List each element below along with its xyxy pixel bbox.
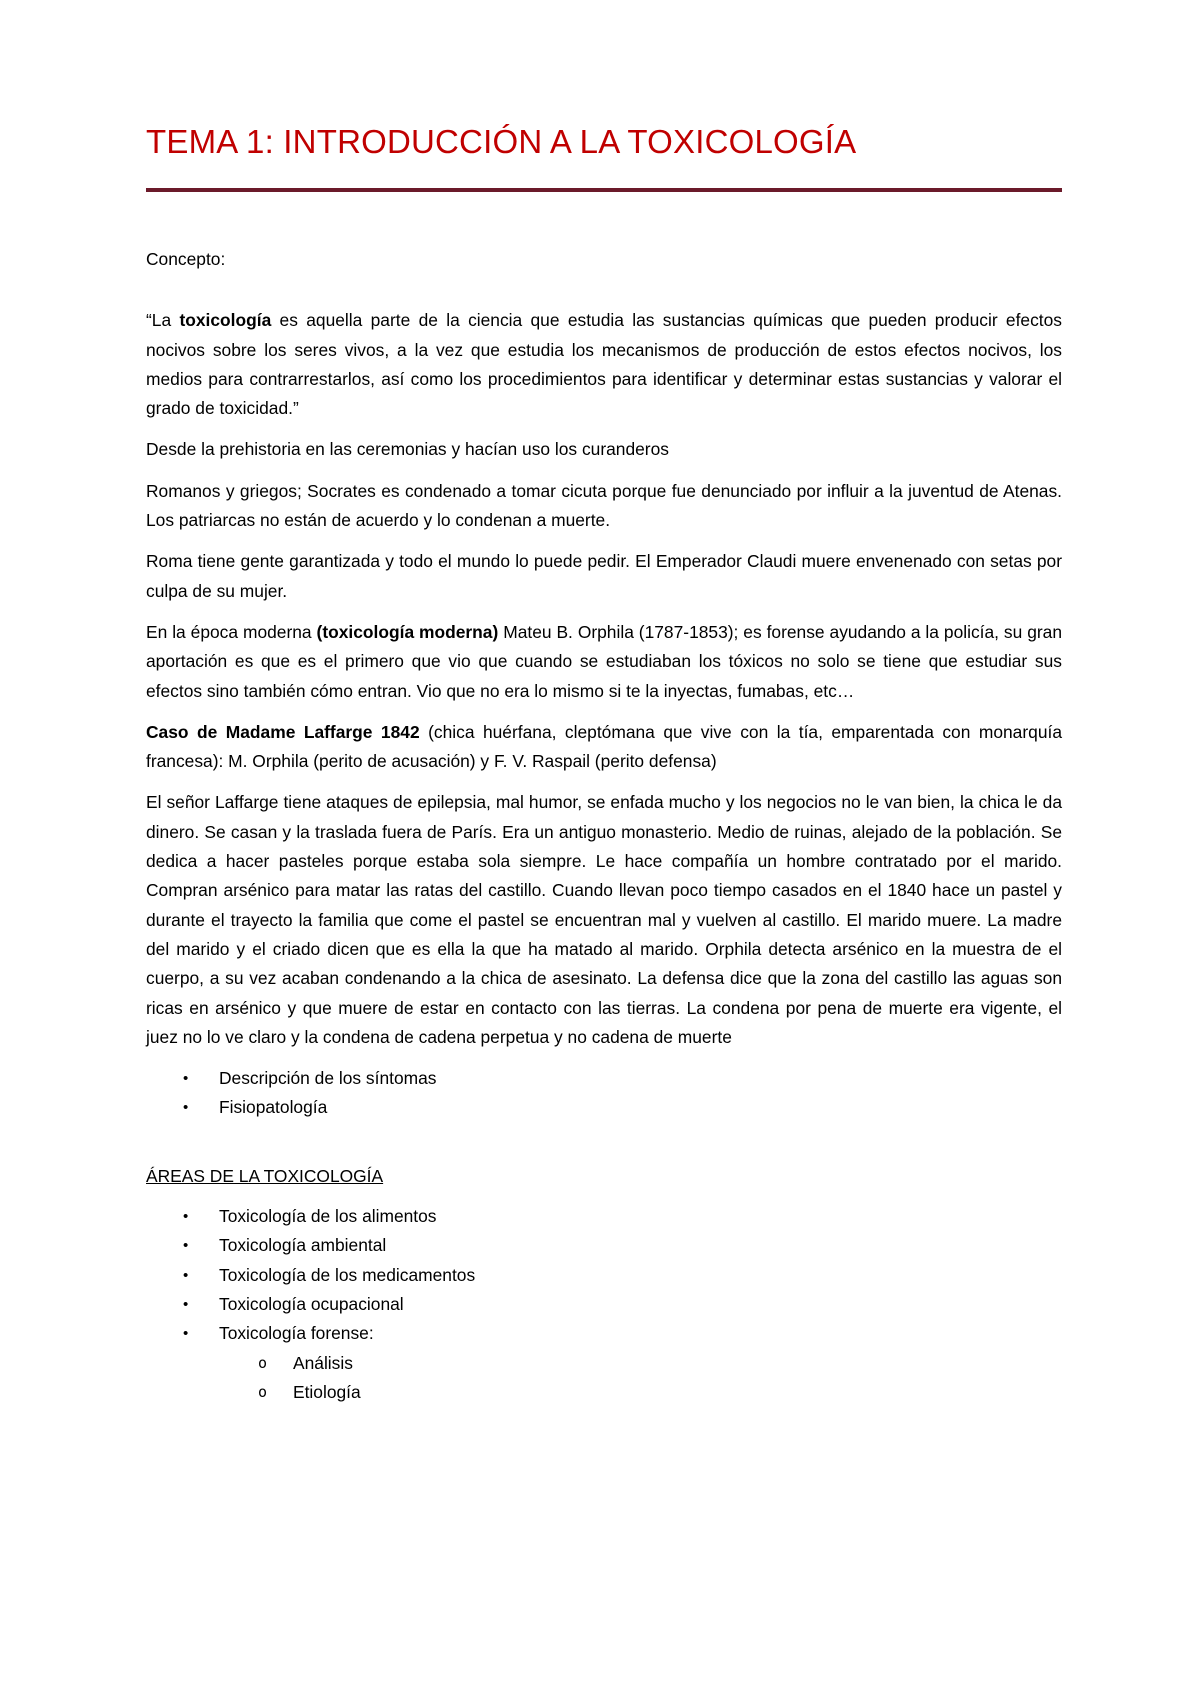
concepto-label: Concepto:	[146, 249, 226, 269]
sublist-item	[146, 1378, 1062, 1407]
list-item	[146, 1319, 1062, 1348]
list-item-label: Toxicología de los alimentos	[219, 1206, 437, 1227]
caso-post: (chica huérfana, cleptómana que vive con la tía, emparentada con monarquía francesa): M. Orphila (perito de acusación) y F. V. Raspail (perito defensa)	[146, 721, 1062, 772]
list-item-label: Fisiopatología	[219, 1097, 328, 1118]
bullet-icon: •	[183, 1325, 189, 1343]
bullet-icon: •	[183, 1208, 189, 1226]
quote-bold-term: toxicología	[179, 310, 272, 331]
bullet-icon: •	[183, 1266, 189, 1284]
paragraph-moderna	[146, 618, 1062, 706]
moderna-bold: (toxicología moderna)	[316, 621, 499, 642]
sublist-item-label: Análisis	[293, 1352, 353, 1373]
document-content	[146, 122, 1062, 1407]
bullet-icon: •	[183, 1295, 189, 1313]
circle-bullet-icon: o	[258, 1382, 268, 1401]
quote-pre: “La	[146, 310, 180, 331]
areas-list	[146, 1202, 1062, 1348]
moderna-pre: En la época moderna	[146, 621, 317, 642]
caso-bold: Caso de Madame Laffarge 1842	[146, 721, 420, 742]
areas-heading: ÁREAS DE LA TOXICOLOGÍA	[146, 1165, 384, 1186]
list-item-label: Toxicología de los medicamentos	[219, 1264, 476, 1285]
sublist-item	[146, 1349, 1062, 1378]
list-item	[146, 1231, 1062, 1260]
list-item	[146, 1202, 1062, 1231]
list-item	[146, 1093, 1062, 1122]
moderna-post: Mateu B. Orphila (1787-1853); es forense ayudando a la policía, su gran aportación es que es el primero que vio que cuando se estudiaban los tóxicos no solo se tiene que estudiar sus efectos sino también cómo entran. Vio que no era lo mismo si te la inyectas, fumabas, etc…	[146, 621, 1063, 701]
bullet-icon: •	[183, 1070, 189, 1088]
bullet-icon: •	[183, 1237, 189, 1255]
paragraph-caso	[146, 718, 1062, 777]
paragraph-prehistoria: Desde la prehistoria en las ceremonias y hacían uso los curanderos	[146, 439, 669, 460]
list-item-label: Toxicología forense:	[219, 1323, 374, 1344]
list-item-label: Toxicología ambiental	[219, 1235, 387, 1256]
paragraph-romanos: Romanos y griegos; Socrates es condenado a tomar cicuta porque fue denunciado por influir a la juventud de Atenas. Los patriarcas no están de acuerdo y lo condenan a muerte.	[146, 480, 1062, 531]
page-title: TEMA 1: INTRODUCCIÓN A LA TOXICOLOGÍA	[146, 123, 857, 160]
definition-quote	[146, 306, 1062, 423]
title-divider	[146, 188, 1062, 192]
list-item	[146, 1261, 1062, 1290]
sublist-item-label: Etiología	[293, 1381, 361, 1402]
list-item	[146, 1064, 1062, 1093]
quote-post: es aquella parte de la ciencia que estudia las sustancias químicas que pueden producir efectos nocivos sobre los seres vivos, a la vez que estudia los mecanismos de producción de estos efectos nocivos, los medios para contrarrestarlos, así como los procedimientos para identificar y determinar estas sustancias y valorar el grado de toxicidad.”	[146, 310, 1062, 419]
symptoms-list	[146, 1064, 1062, 1123]
paragraph-roma: Roma tiene gente garantizada y todo el mundo lo puede pedir. El Emperador Claudi muere envenenado con setas por culpa de su mujer.	[146, 551, 1062, 601]
circle-bullet-icon: o	[258, 1353, 268, 1372]
paragraph-laffarge: El señor Laffarge tiene ataques de epilepsia, mal humor, se enfada mucho y los negocios no le van bien, la chica le da dinero. Se casan y la traslada fuera de París. Era un antiguo monasterio. Medio de ruinas, alejado de la población. Se dedica a hacer pasteles porque estaba sola siempre. Le hace compañía un hombre contratado por el marido. Compran arsénico para matar las ratas del castillo. Cuando llevan poco tiempo casados en el 1840 hace un pastel y durante el trayecto la familia que come el pastel se encuentran mal y vuelven al castillo. El marido muere. La madre del marido y el criado dicen que es ella la que ha matado al marido. Orphila detecta arsénico en la muestra de el cuerpo, a su vez acaban condenando a la chica de asesinato. La defensa dice que la zona del castillo las aguas son ricas en arsénico y que muere de estar en contacto con las tierras. La condena por pena de muerte era vigente, el juez no lo ve claro y la condena de cadena perpetua y no cadena de muerte	[146, 792, 1062, 1047]
list-item-label: Descripción de los síntomas	[219, 1068, 437, 1089]
forense-sublist	[146, 1349, 1062, 1408]
list-item	[146, 1290, 1062, 1319]
list-item-label: Toxicología ocupacional	[219, 1293, 404, 1314]
bullet-icon: •	[183, 1099, 189, 1117]
